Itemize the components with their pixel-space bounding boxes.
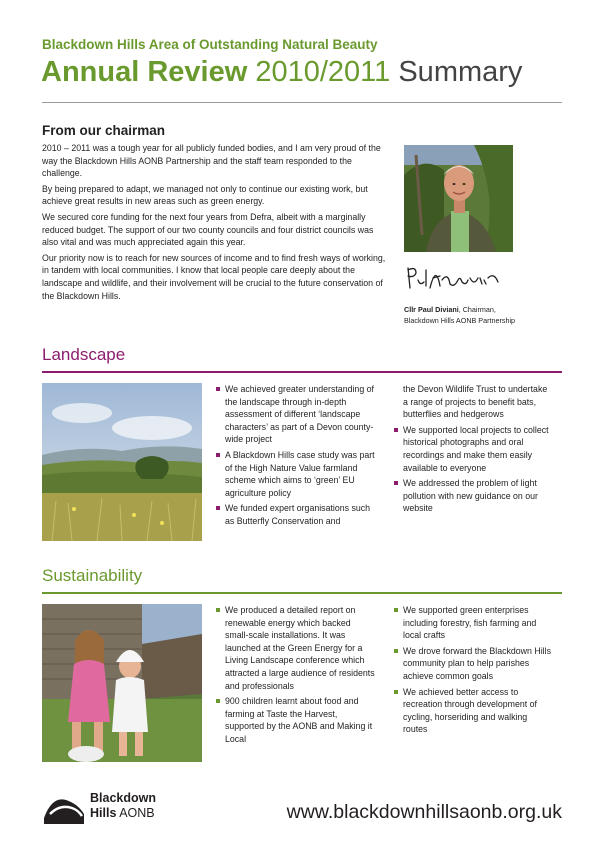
list-item: We achieved greater understanding of the landscape through in-depth assessment of different ‘landscape characters’ as part of a Devon county-wide project: [215, 383, 375, 446]
header-subtitle: Blackdown Hills Area of Outstanding Natural Beauty: [42, 37, 378, 52]
hills-logo-icon: [42, 790, 86, 826]
header-divider: [42, 102, 562, 103]
chairman-text: [42, 142, 390, 305]
chairman-heading: From our chairman: [42, 123, 166, 138]
title-part-annual-review: Annual Review: [41, 56, 248, 88]
caption-org: Blackdown Hills AONB Partnership: [404, 316, 516, 325]
sustainability-column-1: [215, 604, 375, 749]
chairman-paragraph: 2010 – 2011 was a tough year for all publicly funded bodies, and I am very proud of the way the Blackdown Hills AONB Partnership and the staff team responded to the challenge.: [42, 143, 381, 179]
website-url[interactable]: www.blackdownhillsaonb.org.uk: [286, 801, 562, 823]
logo-line-2-bold: Hills: [90, 806, 117, 820]
caption-name: Cllr Paul Diviani: [404, 305, 459, 314]
logo-line-2: AONB: [119, 806, 155, 820]
list-item-continuation: the Devon Wildlife Trust to undertake a range of projects to benefit bats, butterflies and hedgerows: [403, 384, 548, 420]
chairman-paragraph: We secured core funding for the next four years from Defra, albeit with a marginally reduced budget. The support of our two county councils and four district councils was also vital and was much appreciated again this year.: [42, 211, 374, 248]
landscape-column-2: [393, 383, 553, 518]
title-part-summary: Summary: [398, 56, 523, 88]
landscape-heading: Landscape: [42, 345, 126, 364]
list-item: 900 children learnt about food and farming at Taste the Harvest, supported by the AONB and Making it Local: [215, 695, 375, 745]
sustainability-column-2: [393, 604, 553, 739]
sustainability-photo: [42, 604, 202, 762]
logo-text: [90, 791, 156, 821]
chairman-photo: [404, 145, 513, 252]
list-item: A Blackdown Hills case study was part of the High Nature Value farmland scheme which aims to ‘green’ EU agriculture policy: [215, 449, 375, 499]
list-item: We funded expert organisations such as Butterfly Conservation and: [215, 502, 375, 527]
chairman-caption: [404, 304, 515, 326]
page-title: [41, 58, 522, 87]
logo-line-1: Blackdown: [90, 791, 156, 805]
list-item: We addressed the problem of light pollution with new guidance on our website: [393, 477, 553, 515]
list-item: We achieved better access to recreation through development of cycling, horseriding and walking routes: [393, 686, 553, 736]
chairman-paragraph: By being prepared to adapt, we managed not only to continue our existing work, but achieve great results in new areas such as green energy.: [42, 183, 368, 207]
chairman-paragraph: Our priority now is to reach for new sources of income and to find fresh ways of working, in tandem with local communities. I know that local people care deeply about the landscape and wildlife, and their involvement will be crucial to the future conservation of the Blackdown Hills.: [42, 252, 386, 301]
aonb-logo: [42, 786, 192, 830]
landscape-divider: [42, 371, 562, 373]
list-item: We produced a detailed report on renewable energy which backed small-scale installations. It was launched at the Green Energy for a Living Landscape conference which attracted a large audience of residents and professionals: [215, 604, 375, 692]
list-item: We supported green enterprises including forestry, fish farming and local crafts: [393, 604, 553, 642]
sustainability-heading: Sustainability: [42, 566, 143, 585]
sustainability-divider: [42, 592, 562, 594]
caption-role: , Chairman,: [458, 305, 496, 314]
landscape-photo: [42, 383, 202, 541]
landscape-column-1: [215, 383, 375, 531]
title-part-year: 2010/2011: [255, 56, 391, 88]
chairman-signature: [402, 258, 502, 298]
list-item: We drove forward the Blackdown Hills community plan to help parishes achieve common goals: [393, 645, 553, 683]
list-item: We supported local projects to collect historical photographs and oral recordings and make them easily available to everyone: [393, 424, 553, 474]
